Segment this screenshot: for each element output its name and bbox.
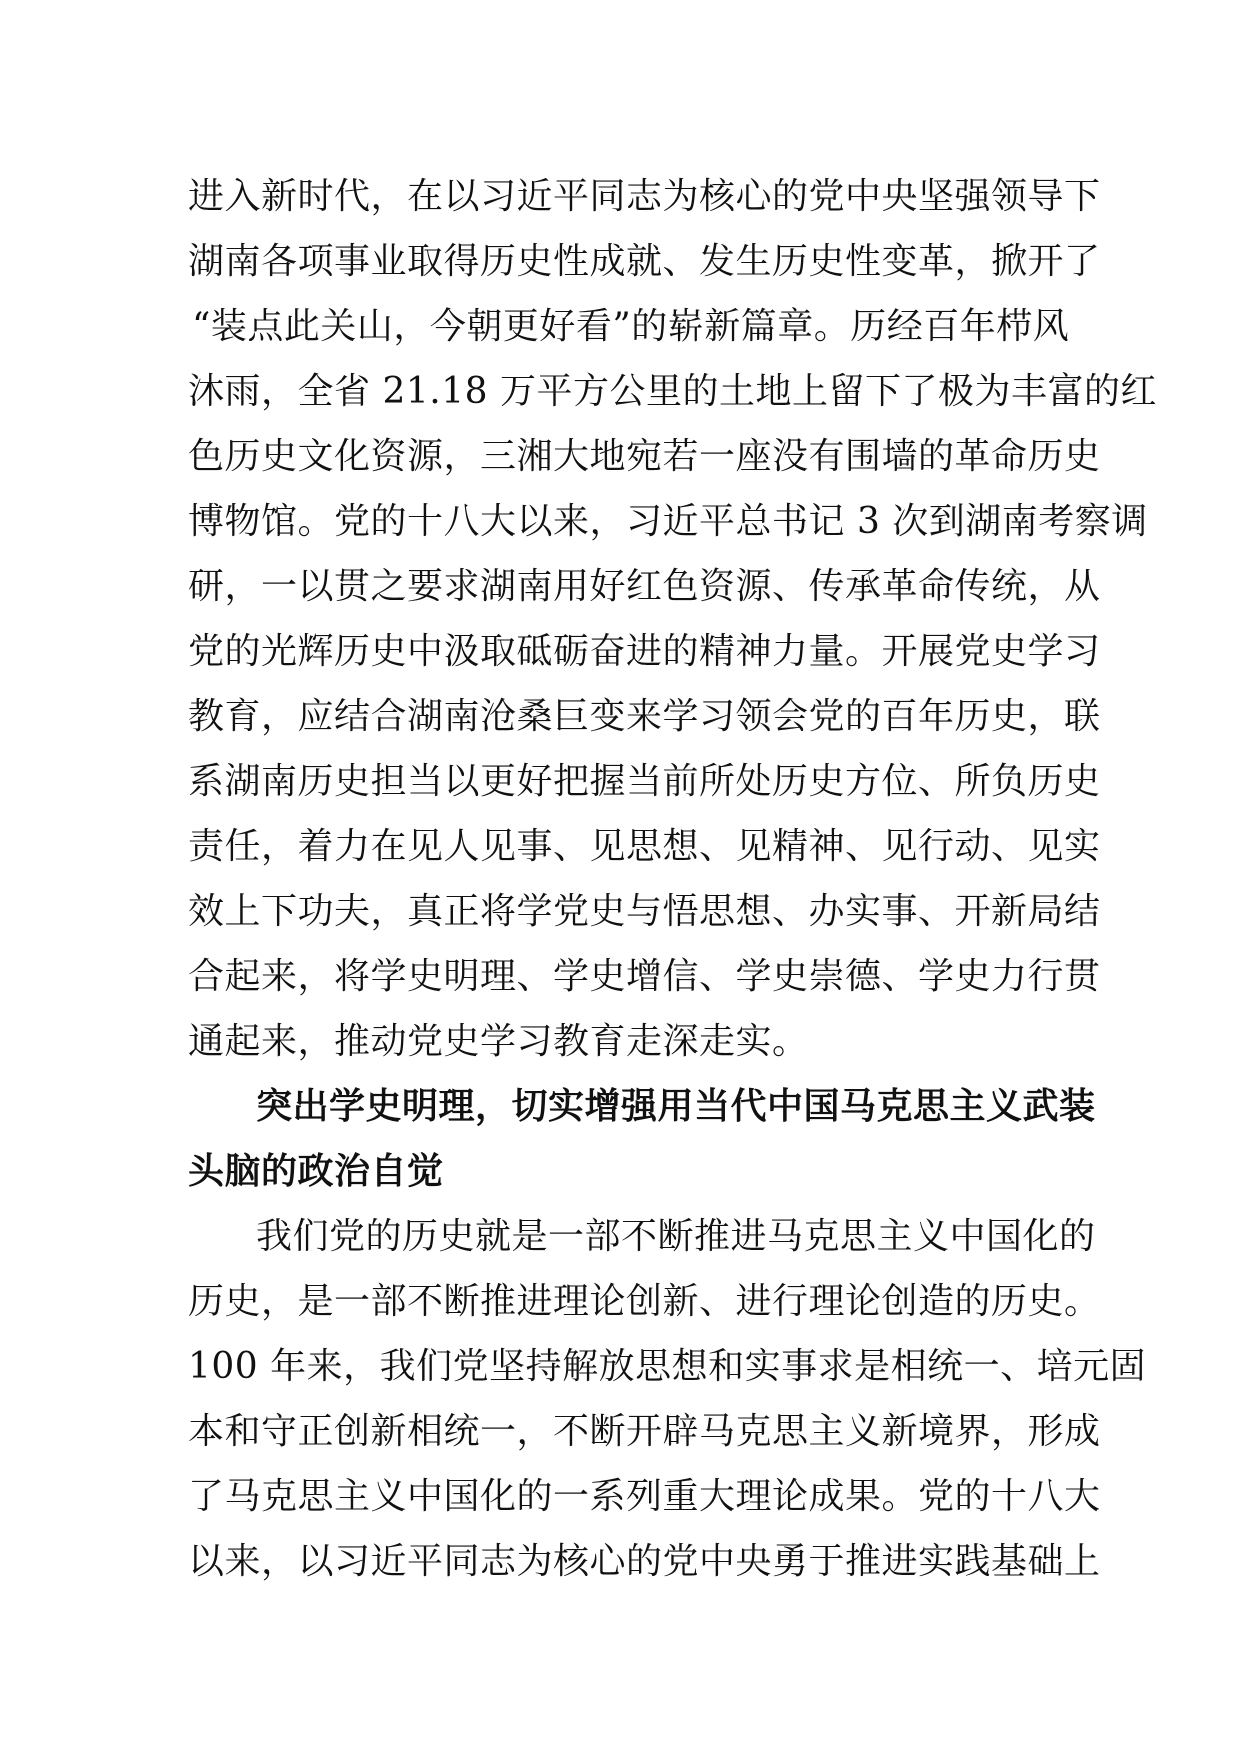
heading-line: 头脑的政治自觉 bbox=[188, 1151, 444, 1192]
paragraph-line: 研，一以贯之要求湖南用好红色资源、传承革命传统，从 bbox=[188, 566, 1101, 607]
paragraph-line: 以来，以习近平同志为核心的党中央勇于推进实践基础上 bbox=[188, 1541, 1101, 1582]
paragraph-line: 通起来，推动党史学习教育走深走实。 bbox=[188, 1021, 809, 1062]
paragraph-line: 效上下功夫，真正将学党史与悟思想、办实事、开新局结 bbox=[188, 891, 1101, 932]
document-body bbox=[188, 164, 1157, 1594]
paragraph-line: 了马克思主义中国化的一系列重大理论成果。党的十八大 bbox=[188, 1476, 1101, 1517]
paragraph-line: 色历史文化资源，三湘大地宛若一座没有围墙的革命历史 bbox=[188, 436, 1101, 477]
paragraph-line: 合起来，将学史明理、学史增信、学史崇德、学史力行贯 bbox=[188, 956, 1101, 997]
paragraph-1 bbox=[188, 164, 1157, 1074]
paragraph-line: 我们党的历史就是一部不断推进马克思主义中国化的 bbox=[256, 1216, 1096, 1257]
paragraph-line: 责任，着力在见人见事、见思想、见精神、见行动、见实 bbox=[188, 826, 1101, 867]
paragraph-line: 进入新时代，在以习近平同志为核心的党中央坚强领导下 bbox=[188, 176, 1101, 217]
paragraph-line: 党的光辉历史中汲取砥砺奋进的精神力量。开展党史学习 bbox=[188, 631, 1101, 672]
heading-line: 突出学史明理，切实增强用当代中国马克思主义武装 bbox=[256, 1086, 1096, 1127]
section-heading bbox=[188, 1074, 1096, 1204]
paragraph-line: “装点此关山，今朝更好看”的崭新篇章。历经百年栉风 bbox=[192, 306, 1070, 347]
paragraph-line: 博物馆。党的十八大以来，习近平总书记 3 次到湖南考察调 bbox=[188, 501, 1148, 542]
paragraph-line: 沐雨，全省 21.18 万平方公里的土地上留下了极为丰富的红 bbox=[188, 371, 1157, 412]
paragraph-line: 系湖南历史担当以更好把握当前所处历史方位、所负历史 bbox=[188, 761, 1101, 802]
paragraph-line: 教育，应结合湖南沧桑巨变来学习领会党的百年历史，联 bbox=[188, 696, 1101, 737]
paragraph-line: 历史，是一部不断推进理论创新、进行理论创造的历史。 bbox=[188, 1281, 1101, 1322]
paragraph-line: 本和守正创新相统一，不断开辟马克思主义新境界，形成 bbox=[188, 1411, 1101, 1452]
paragraph-line: 湖南各项事业取得历史性成就、发生历史性变革，掀开了 bbox=[188, 241, 1101, 282]
paragraph-line: 100 年来，我们党坚持解放思想和实事求是相统一、培元固 bbox=[188, 1346, 1147, 1387]
paragraph-2 bbox=[188, 1204, 1147, 1594]
